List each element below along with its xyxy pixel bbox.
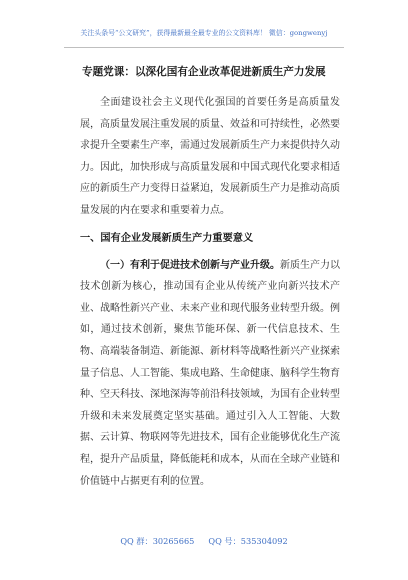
footer-contact (0, 536, 408, 547)
intro-paragraph: 全面建设社会主义现代化强国的首要任务是高质量发展，高质量发展注重发展的质量、效益和可持续性，必然要求提升全要素生产率，需通过发展新质生产力来提供持久动力。因此，加快形成与高质量发展和中国式现代化要求相适应的新质生产力变得日益紧迫，发展新质生产力是推动高质量发展的内在要求和重要着力点。 (80, 97, 340, 216)
footer-qq-group: QQ 群：30265665 (120, 536, 195, 546)
subsection-body-1: 新质生产力以技术创新为核心，推动国有企业从传统产业向新兴技术产业、战略性新兴产业、未来产业和现代服务业转型升级。例如，通过技术创新，聚焦节能环保、新一代信息技术、生物、高端装备制造、新能源、新材料等战略性新兴产业探索量子信息、人工智能、集成电路、生命健康、脑科学生物育种、空天科技、深地深海等前沿科技领域，为国有企业转型升级和未来发展奠定坚实基础。通过引入人工智能、大数据、云计算、物联网等先进技术，国有企业能够优化生产流程，提升产品质量，降低能耗和成本，从而在全球产业链和价值链中占据更有利的位置。 (80, 259, 340, 487)
subsection-heading-1: （一）有利于促进技术创新与产业升级。 (100, 259, 280, 271)
header-divider (64, 47, 344, 48)
subsection-paragraph-1 (80, 255, 340, 493)
header-note: 关注头条号“公文研究”，获得最新最全最专业的公文资料库！ 微信：gongwenyj (80, 29, 328, 37)
document-body (80, 64, 340, 492)
document-title: 专题党课：以深化国有企业改革促进新质生产力发展 (82, 66, 326, 78)
section-heading-1: 一、国有企业发展新质生产力重要意义 (80, 231, 254, 244)
footer-qq-number: QQ 号：535304092 (208, 536, 288, 546)
